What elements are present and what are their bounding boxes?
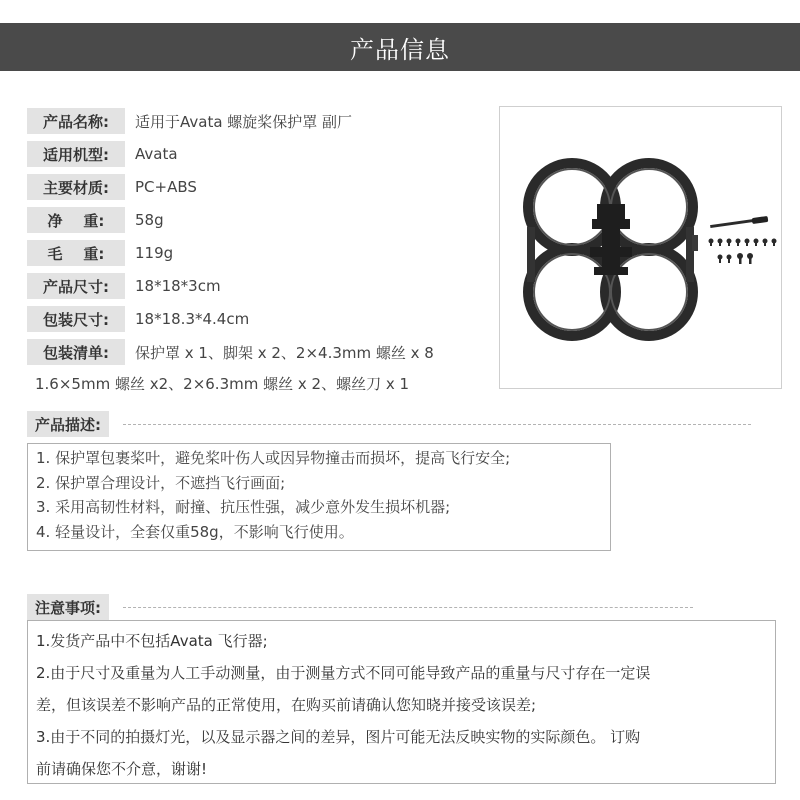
spec-value: 适用于Avata 螺旋桨保护罩 副厂 bbox=[135, 112, 353, 131]
description-line: 4. 轻量设计，全套仅重58g，不影响飞行使用。 bbox=[36, 522, 354, 541]
notice-line: 前请确保您不介意，谢谢! bbox=[36, 760, 208, 778]
spec-row-material bbox=[27, 174, 197, 200]
package-list-continuation: 1.6×5mm 螺丝 x2、2×6.3mm 螺丝 x 2、螺丝刀 x 1 bbox=[35, 375, 410, 393]
spec-row-package-list bbox=[27, 339, 434, 365]
spec-label: 产品尺寸: bbox=[27, 273, 125, 299]
spec-row-package-size bbox=[27, 306, 249, 332]
notice-heading bbox=[27, 594, 693, 620]
dashed-divider bbox=[123, 607, 693, 608]
description-heading bbox=[27, 411, 751, 437]
propeller-guard-illustration bbox=[500, 107, 783, 390]
spec-label: 包装清单: bbox=[27, 339, 125, 365]
spec-label: 产品名称: bbox=[27, 108, 125, 134]
notice-line: 3.由于不同的拍摄灯光，以及显示器之间的差异，图片可能无法反映实物的实际颜色。 订购 bbox=[36, 728, 641, 746]
product-image bbox=[499, 106, 782, 389]
spec-value: 18*18.3*4.4cm bbox=[135, 310, 250, 328]
spec-row-net-weight bbox=[27, 207, 164, 233]
page-header bbox=[0, 23, 800, 71]
spec-label: 主要材质: bbox=[27, 174, 125, 200]
description-label: 产品描述: bbox=[27, 411, 109, 437]
left-side-bar bbox=[527, 227, 535, 282]
spec-label: 包装尺寸: bbox=[27, 306, 125, 332]
spec-value: PC+ABS bbox=[135, 178, 197, 196]
notice-line: 差，但该误差不影响产品的正常使用，在购买前请确认您知晓并接受该误差; bbox=[36, 696, 537, 714]
spec-row-model bbox=[27, 141, 178, 167]
spec-value: 58g bbox=[135, 211, 164, 229]
spec-row-name bbox=[27, 108, 352, 134]
spec-value: 119g bbox=[135, 244, 174, 262]
spec-value: Avata bbox=[135, 145, 178, 163]
description-line: 3. 采用高韧性材料，耐撞、抗压性强，减少意外发生损坏机器; bbox=[36, 498, 451, 516]
spec-label: 适用机型: bbox=[27, 141, 125, 167]
spec-row-product-size bbox=[27, 273, 221, 299]
notice-line: 1.发货产品中不包括Avata 飞行器; bbox=[36, 632, 268, 650]
header-title: 产品信息 bbox=[350, 35, 450, 64]
spec-label: 净 重: bbox=[27, 207, 125, 233]
spec-value: 保护罩 x 1、脚架 x 2、2×4.3mm 螺丝 x 8 bbox=[135, 343, 434, 362]
screwdriver bbox=[710, 216, 768, 228]
screws bbox=[709, 239, 777, 265]
spec-label: 毛 重: bbox=[27, 240, 125, 266]
spec-value: 18*18*3cm bbox=[135, 277, 221, 295]
dashed-divider bbox=[123, 424, 751, 425]
notice-line: 2.由于尺寸及重量为人工手动测量，由于测量方式不同可能导致产品的重量与尺寸存在一定误 bbox=[36, 664, 651, 682]
description-line: 2. 保护罩合理设计，不遮挡飞行画面; bbox=[36, 473, 286, 492]
description-line: 1. 保护罩包裹桨叶，避免桨叶伤人或因异物撞击而损坏，提高飞行安全; bbox=[36, 449, 511, 467]
side-clip bbox=[692, 235, 698, 251]
notice-box bbox=[27, 620, 776, 784]
notice-label: 注意事项: bbox=[27, 594, 109, 620]
description-box bbox=[27, 443, 611, 551]
spec-row-gross-weight bbox=[27, 240, 173, 266]
